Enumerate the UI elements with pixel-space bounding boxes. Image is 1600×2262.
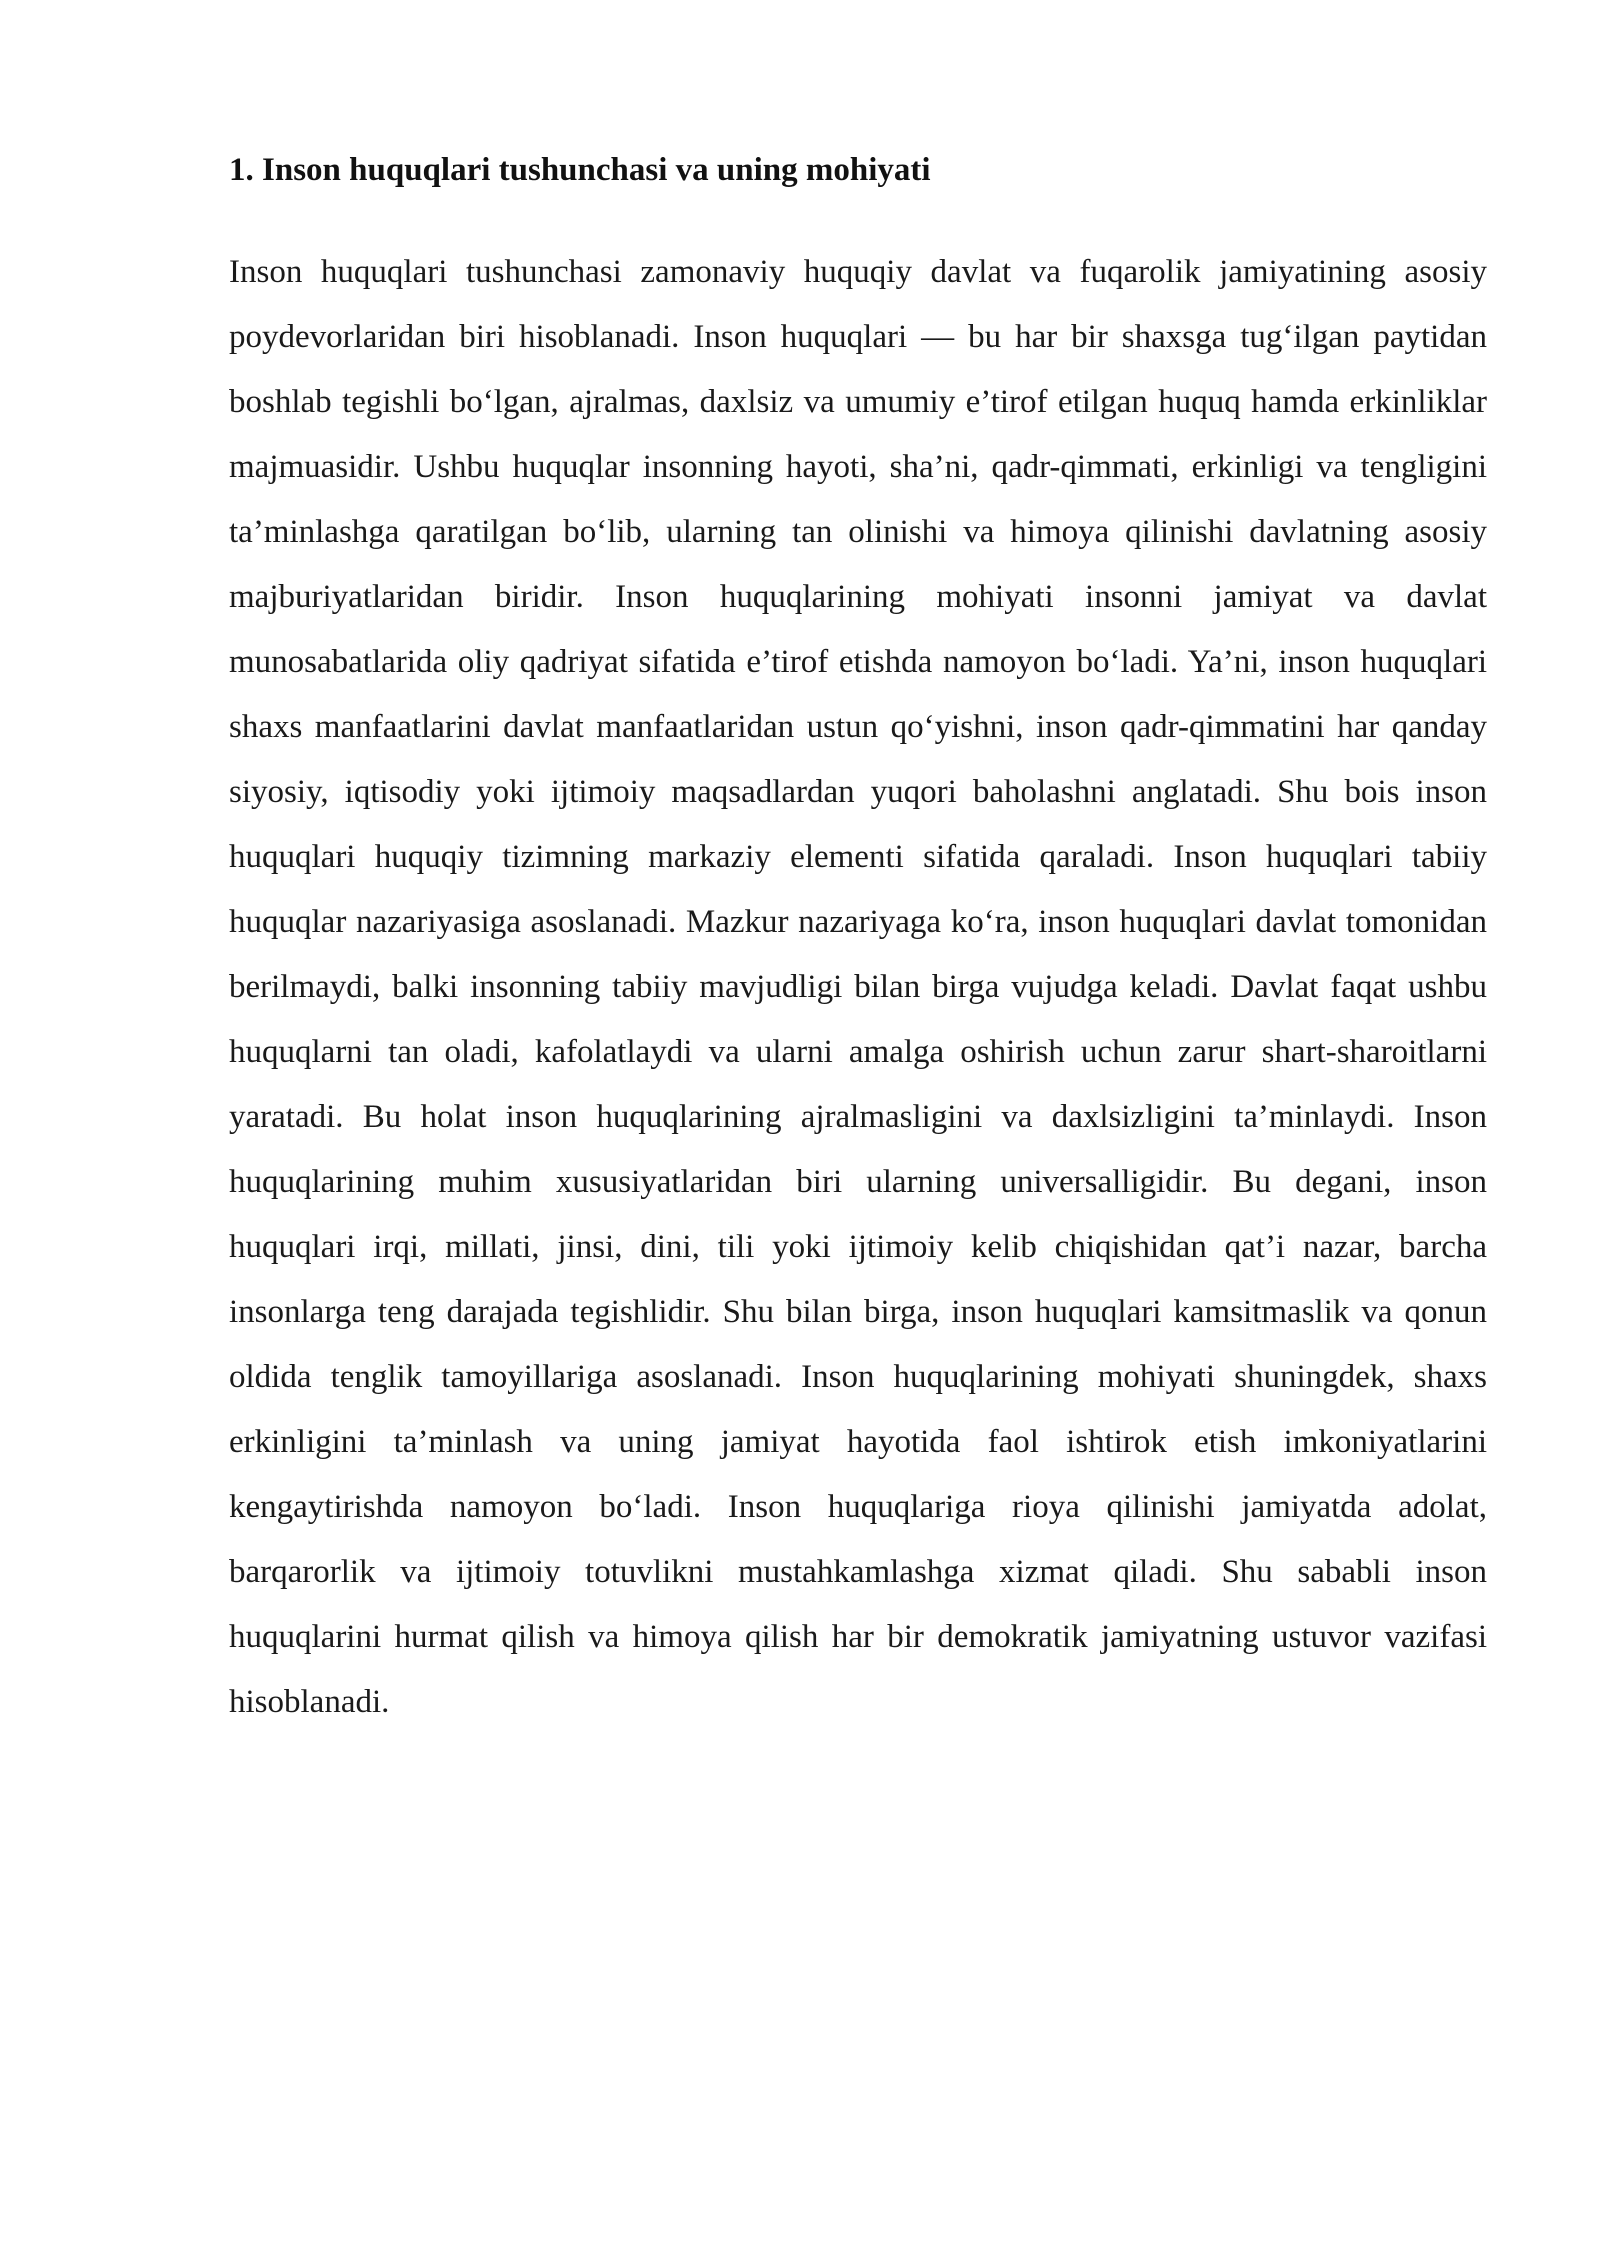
body-paragraph: Inson huquqlari tushunchasi zamonaviy huquqiy davlat va fuqarolik jamiyatining asosiy poydevorlaridan biri hisoblanadi. Inson huquqlari — bu har bir shaxsga tug‘ilgan paytidan boshlab tegishli bo‘lgan, ajralmas, daxlsiz va umumiy e’tirof etilgan huquq hamda erkinliklar majmuasidir. Ushbu huquqlar insonning hayoti, sha’ni, qadr-qimmati, erkinligi va tengligini ta’minlashga qaratilgan bo‘lib, ularning tan olinishi va himoya qilinishi davlatning asosiy majburiyatlaridan biridir. Inson huquqlarining mohiyati insonni jamiyat va davlat munosabatlarida oliy qadriyat sifatida e’tirof etishda namoyon bo‘ladi. Ya’ni, inson huquqlari shaxs manfaatlarini davlat manfaatlaridan ustun qo‘yishni, inson qadr-qimmatini har qanday siyosiy, iqtisodiy yoki ijtimoiy maqsadlardan yuqori baholashni anglatadi. Shu bois inson huquqlari huquqiy tizimning markaziy elementi sifatida qaraladi. Inson huquqlari tabiiy huquqlar nazariyasiga asoslanadi. Mazkur nazariyaga ko‘ra, inson huquqlari davlat tomonidan berilmaydi, balki insonning tabiiy mavjudligi bilan birga vujudga keladi. Davlat faqat ushbu huquqlarni tan oladi, kafolatlaydi va ularni amalga oshirish uchun zarur shart-sharoitlarni yaratadi. Bu holat inson huquqlarining ajralmasligini va daxlsizligini ta’minlaydi. Inson huquqlarining muhim xususiyatlaridan biri ularning universalligidir. Bu degani, inson huquqlari irqi, millati, jinsi, dini, tili yoki ijtimoiy kelib chiqishidan qat’i nazar, barcha insonlarga teng darajada tegishlidir. Shu bilan birga, inson huquqlari kamsitmaslik va qonun oldida tenglik tamoyillariga asoslanadi. Inson huquqlarining mohiyati shuningdek, shaxs erkinligini ta’minlash va uning jamiyat hayotida faol ishtirok etish imkoniyatlarini kengaytirishda namoyon bo‘ladi. Inson huquqlariga rioya qilinishi jamiyatda adolat, barqarorlik va ijtimoiy totuvlikni mustahkamlashga xizmat qiladi. Shu sababli inson huquqlarini hurmat qilish va himoya qilish har bir demokratik jamiyatning ustuvor vazifasi hisoblanadi. — [229, 254, 1487, 1720]
section-heading: 1. Inson huquqlari tushunchasi va uning mohiyati — [229, 152, 931, 188]
document-content — [229, 148, 1487, 1735]
